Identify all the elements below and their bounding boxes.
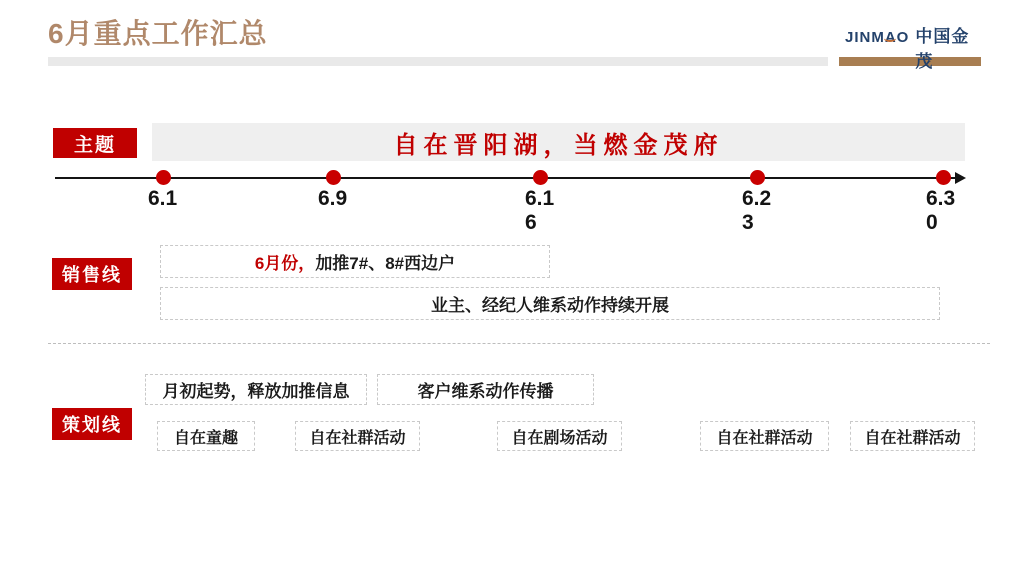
- timeline-dot: [326, 170, 341, 185]
- planning-customer-box: 客户维系动作传播: [377, 374, 594, 405]
- planning-activity-box: 自在剧场活动: [497, 421, 622, 451]
- logo-swoosh-icon: [884, 35, 896, 42]
- sales-maintain-box: 业主、经纪人维系动作持续开展: [160, 287, 940, 320]
- theme-label: 主题: [53, 128, 137, 158]
- timeline-date-label: 6.16: [525, 187, 555, 234]
- timeline-dot: [533, 170, 548, 185]
- timeline-line: [55, 177, 957, 179]
- planning-momentum-box: 月初起势，释放加推信息: [145, 374, 367, 405]
- timeline-date-label: 6.30: [926, 187, 956, 234]
- sales-label: 销售线: [52, 258, 132, 290]
- planning-activity-box: 自在社群活动: [295, 421, 420, 451]
- jinmao-cjk: 中国金茂: [915, 27, 970, 71]
- timeline-date-label: 6.23: [742, 187, 772, 234]
- page-title: 6月重点工作汇总: [48, 18, 268, 49]
- timeline-date-label: 6.9: [318, 187, 348, 210]
- timeline-arrow-icon: [955, 172, 966, 184]
- planning-activity-box: 自在童趣: [157, 421, 255, 451]
- timeline-dot: [156, 170, 171, 185]
- theme-banner: 自在晋阳湖，当燃金茂府: [152, 123, 965, 161]
- jinmao-wordmark: JINMAO: [845, 29, 910, 46]
- sales-push-rest: 加推7#、8#西边户: [315, 254, 456, 273]
- planning-activity-box: 自在社群活动: [850, 421, 975, 451]
- planning-label: 策划线: [52, 408, 132, 440]
- sales-push-highlight: 6月份，: [254, 254, 316, 273]
- timeline-dot: [936, 170, 951, 185]
- jinmao-logo: [845, 22, 985, 72]
- timeline-dot: [750, 170, 765, 185]
- timeline-date-label: 6.1: [148, 187, 178, 210]
- planning-activity-box: 自在社群活动: [700, 421, 829, 451]
- sales-push-box: [160, 245, 550, 278]
- section-divider: [48, 343, 990, 344]
- title-divider: [48, 57, 828, 66]
